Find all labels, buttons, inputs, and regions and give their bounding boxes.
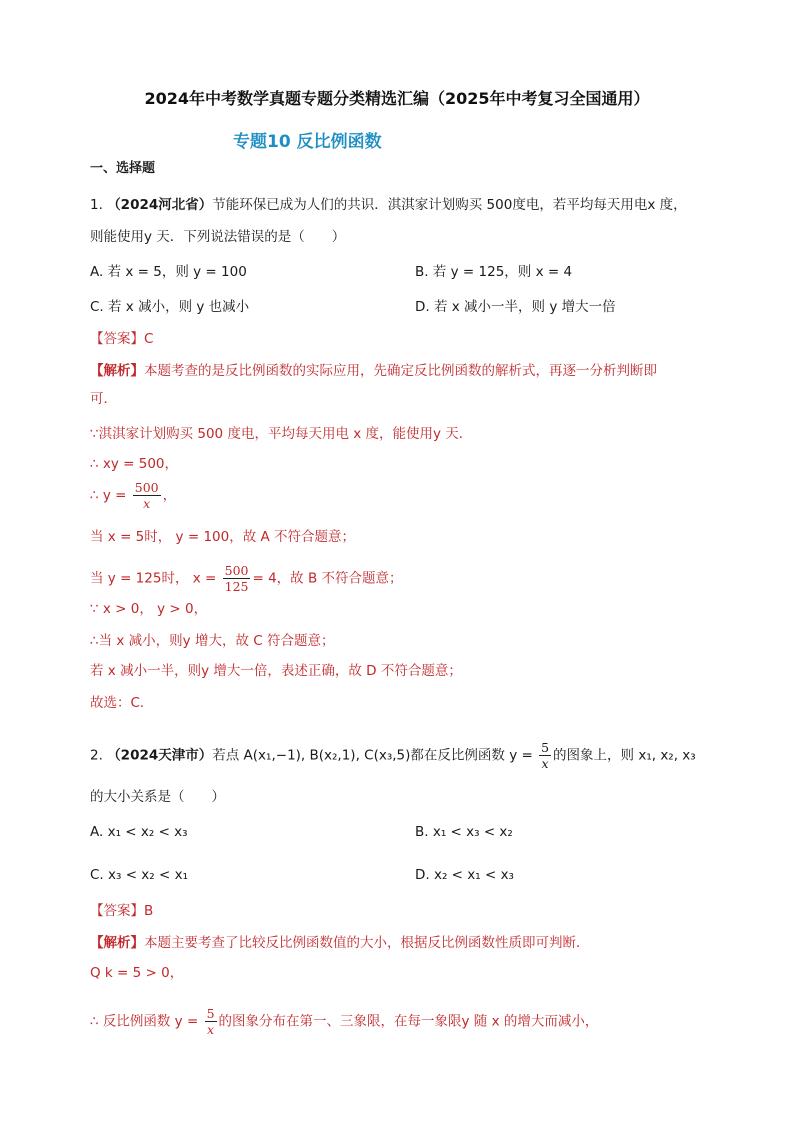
q1-source: （2024河北省） xyxy=(107,197,213,213)
q1-analysis-tag: 【解析】 xyxy=(90,363,144,379)
q1-stem-text1: 节能环保已成为人们的共识．淇淇家计划购买 500度电，若平均每天用电x 度， xyxy=(212,197,687,213)
document-subtitle: 专题10 反比例函数 xyxy=(233,132,382,152)
q1-l3-suffix: ， xyxy=(162,487,177,504)
q2-source: （2024天津市） xyxy=(107,747,213,764)
q2-stem-suffix: 的图象上，则 x₁, x₂, x₃ xyxy=(553,747,696,764)
document-title: 2024年中考数学真题专题分类精选汇编（2025年中考复习全国通用） xyxy=(144,89,650,108)
q1-solution-line5 xyxy=(90,563,403,594)
q1-solution-line8: 若 x 减小一半，则y 增大一倍，表述正确，故 D 不符合题意； xyxy=(90,663,462,679)
q1-option-c: C. 若 x 减小，则 y 也减小 xyxy=(90,299,250,315)
q2-option-a: A. x₁ < x₂ < x₃ xyxy=(90,824,188,840)
q1-solution-line4: 当 x = 5时， y = 100，故 A 不符合题意； xyxy=(90,529,356,545)
q1-solution-line3 xyxy=(90,480,176,511)
q2-l2-numerator: 5 xyxy=(206,1006,215,1021)
q2-analysis-line1 xyxy=(90,934,590,952)
q2-number: 2. xyxy=(90,747,103,764)
section-heading: 一、选择题 xyxy=(90,161,156,176)
q1-analysis-line1 xyxy=(90,362,657,380)
q1-solution-line7: ∴当 x 减小，则y 增大，故 C 符合题意； xyxy=(90,633,335,649)
q1-l5-prefix: 当 y = 125时， x = xyxy=(90,570,217,587)
q2-stem-prefix: 若点 A(x₁,−1), B(x₂,1), C(x₃,5)都在反比例函数 y = xyxy=(212,747,533,764)
q1-l5-numerator: 500 xyxy=(224,563,249,578)
q1-number: 1. xyxy=(90,197,103,213)
q1-analysis-line2: 可． xyxy=(90,391,117,407)
q2-stem-fraction xyxy=(539,740,551,771)
q2-l2-fraction xyxy=(205,1006,217,1037)
q1-option-a: A. 若 x = 5，则 y = 100 xyxy=(90,264,247,280)
q1-l5-suffix: = 4，故 B 不符合题意； xyxy=(252,570,403,587)
q1-solution-line9: 故选：C． xyxy=(90,695,154,711)
q2-analysis-tag: 【解析】 xyxy=(90,935,144,951)
q2-l2-suffix: 的图象分布在第一、三象限，在每一象限y 随 x 的增大而减小， xyxy=(218,1013,599,1030)
q1-analysis-text1: 本题考查的是反比例函数的实际应用，先确定反比例函数的解析式，再逐一分析判断即 xyxy=(144,363,657,379)
q2-option-d: D. x₂ < x₁ < x₃ xyxy=(415,867,514,883)
q2-solution-line1: Q k = 5 > 0， xyxy=(90,965,184,981)
q2-stem-line1 xyxy=(90,740,696,771)
q1-l3-prefix: ∴ y = xyxy=(90,487,127,504)
q1-solution-line6: ∵ x > 0， y > 0， xyxy=(90,601,208,617)
q2-stem-line2: 的大小关系是（ ） xyxy=(90,789,225,805)
q1-l3-numerator: 500 xyxy=(134,480,159,495)
q1-answer: 【答案】C xyxy=(90,331,154,347)
q2-stem-denominator: x xyxy=(541,756,549,771)
q1-l5-denominator: 125 xyxy=(224,579,249,594)
q1-option-b: B. 若 y = 125，则 x = 4 xyxy=(415,264,573,280)
q2-l2-prefix: ∴ 反比例函数 y = xyxy=(90,1013,199,1030)
q2-stem-numerator: 5 xyxy=(541,740,550,755)
q1-solution-line2: ∴ xy = 500， xyxy=(90,456,179,472)
q1-l3-fraction xyxy=(133,480,161,511)
q1-stem-line1 xyxy=(90,196,687,214)
q2-l2-denominator: x xyxy=(207,1022,215,1037)
q1-solution-line1: ∵淇淇家计划购买 500 度电，平均每天用电 x 度，能使用y 天． xyxy=(90,426,473,442)
q1-l5-fraction xyxy=(223,563,251,594)
q2-option-c: C. x₃ < x₂ < x₁ xyxy=(90,867,189,883)
q2-answer: 【答案】B xyxy=(90,903,154,919)
q1-l3-denominator: x xyxy=(143,496,151,511)
q1-stem-line2: 则能使用y 天．下列说法错误的是（ ） xyxy=(90,229,346,245)
q2-option-b: B. x₁ < x₃ < x₂ xyxy=(415,824,513,840)
q2-solution-line2 xyxy=(90,1006,598,1037)
q1-option-d: D. 若 x 减小一半，则 y 增大一倍 xyxy=(415,299,616,315)
q2-analysis-text1: 本题主要考查了比较反比例函数值的大小，根据反比例函数性质即可判断． xyxy=(144,935,590,951)
